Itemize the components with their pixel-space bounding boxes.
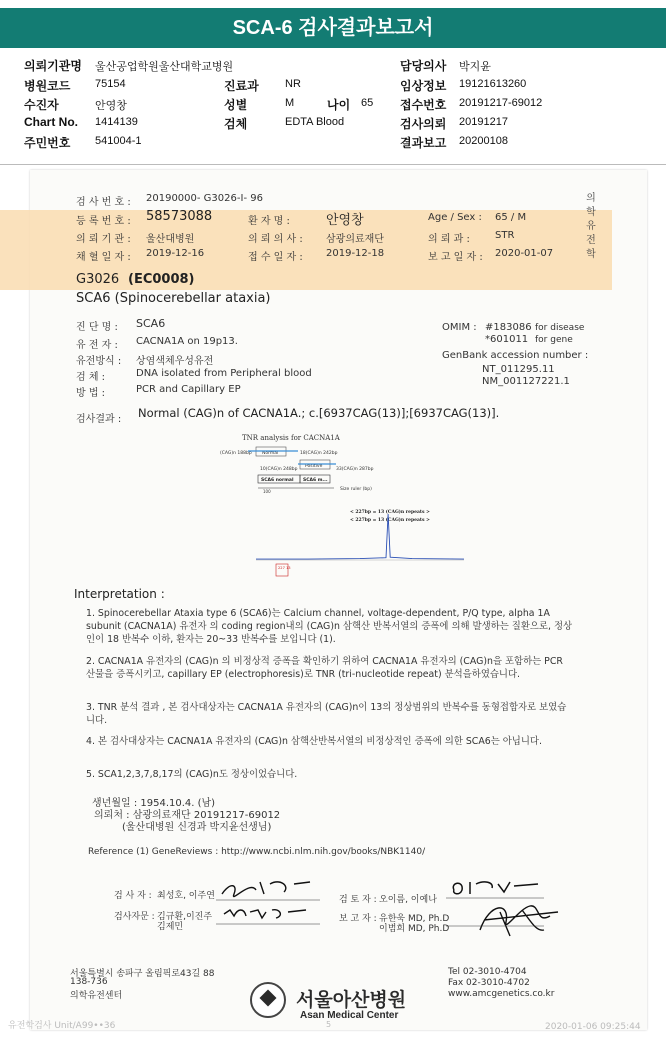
patient-name: 안영창 (326, 213, 364, 228)
req-doc: 삼광의료재단 (326, 234, 384, 245)
page-number: 5 (326, 1020, 332, 1029)
interp-title: Interpretation : (74, 587, 165, 601)
field-label-org: 의뢰기관명 (24, 59, 82, 73)
anno-cag-242: 18(CAG)n 242bp (300, 451, 338, 456)
ward: STR (495, 230, 515, 241)
field-label-specimen: 검체 (224, 117, 248, 131)
method-label: 방 법 : (76, 388, 106, 399)
reporter-label: 보 고 자 : (339, 914, 377, 924)
anno-cag-248: 10(CAG)n 248bp (260, 467, 298, 472)
collect-label: 채 혈 일 자 : (76, 252, 131, 263)
report-date: 2020-01-07 (495, 248, 554, 259)
field-label-age: 나이 (327, 98, 351, 112)
print-timestamp: 2020-01-06 09:25:44 (545, 1022, 641, 1032)
field-value-ssn: 541004-1 (95, 135, 142, 147)
field-value-specimen: EDTA Blood (285, 116, 345, 128)
field-value-patient: 안영창 (95, 100, 127, 112)
field-label-hospcode: 병원코드 (24, 79, 71, 93)
inherit-label: 유전방식 : (76, 356, 122, 367)
field-label-ssn: 주민번호 (24, 136, 71, 150)
anno-cag-188: (CAG)n 188bp (220, 451, 252, 456)
x-tick: 100 (263, 489, 271, 494)
specimen: DNA isolated from Peripheral blood (136, 368, 312, 379)
genbank-label: GenBank accession number : (442, 350, 589, 361)
field-label-dept: 진료과 (224, 79, 259, 93)
anno-sca6-m: SCA6 m... (303, 478, 328, 483)
field-label-chart: Chart No. (24, 115, 78, 129)
manager-label: 검사자문 : (114, 912, 155, 922)
genbank1: NT_011295.11 (482, 364, 555, 375)
field-value-clinical: 19121613260 (459, 78, 527, 90)
field-value-request: 20191217 (459, 116, 508, 128)
signature-manager (224, 910, 306, 918)
report-title: SCA-6 검사결과보고서 (232, 17, 434, 39)
fax: Fax 02-3010-4702 (448, 978, 530, 988)
field-label-clinical: 임상정보 (400, 79, 447, 93)
interp-item-3: 3. TNR 분석 결과 , 본 검사대상자는 CACNA1A 유전자의 (CAG)n이 13의 정상범위의 반복수를 동형접합자로 보였습니다. (86, 702, 567, 726)
exam-no-label: 검 사 번 호 : (76, 197, 131, 208)
signature-reporter (480, 906, 558, 936)
diag: SCA6 (136, 317, 166, 330)
address-line-3: 의학유전센터 (70, 991, 123, 1001)
result-label: 검사결과 : (76, 414, 122, 425)
report-date-label: 보 고 일 자 : (428, 252, 483, 263)
specimen-label: 검 체 : (76, 372, 106, 383)
interp-item-5: 5. SCA1,2,3,7,8,17의 (CAG)n도 정상이었습니다. (86, 769, 298, 780)
exam-no: 20190000- G3026-I- 96 (146, 193, 263, 204)
anno-repeat-1: < 227bp = 13 (CAG)n repeats > (350, 510, 430, 515)
reviewer: 오이름, 이예나 (379, 895, 437, 905)
field-label-request: 검사의뢰 (400, 117, 447, 131)
age-sex-label: Age / Sex : (428, 212, 482, 223)
gene: CACNA1A on 19p13. (136, 336, 238, 347)
anno-sca6-normal: SCA6 normal (261, 478, 294, 483)
test-name: SCA6 (Spinocerebellar ataxia) (76, 291, 271, 306)
result: Normal (CAG)n of CACNA1A.; c.[6937CAG(13)];[6937CAG(13)]. (138, 406, 500, 420)
receive-date: 2019-12-18 (326, 248, 385, 259)
anno-repeat-2: < 227bp = 13 (CAG)n repeats > (350, 518, 430, 523)
omim2-desc: for gene (535, 335, 573, 345)
field-label-report: 결과보고 (400, 136, 447, 150)
field-label-doctor: 담당의사 (400, 59, 447, 73)
reg-no: 58573088 (146, 209, 213, 224)
examiner: 최성호, 이주연 (157, 891, 215, 901)
test-code: G3026 (76, 272, 120, 287)
ward-label: 의 뢰 과 : (428, 234, 470, 245)
field-value-accession: 20191217-69012 (459, 97, 543, 109)
inherit: 상염색체우성유전 (136, 356, 214, 367)
omim2: *601011 (485, 334, 529, 345)
anno-cag-287: 33(CAG)n 287bp (336, 467, 374, 472)
interp-item-4: 4. 본 검사대상자는 CACNA1A 유전자의 (CAG)n 삼핵산반복서열의 비정상적인 증폭에 의한 SCA6는 아닙니다. (86, 736, 542, 747)
field-label-sex: 성별 (224, 98, 248, 112)
tel: Tel 02-3010-4704 (448, 967, 527, 977)
interp-item-1: 1. Spinocerebellar Ataxia type 6 (SCA6)는 Calcium channel, voltage-dependent, P/Q type, alpha 1A subunit (CACNA1A) 유전자 의 coding region내의 (CAG)n 삼핵산 반복서열의 증폭에 의해 발생하는 질환으로, 정상인이 18 반복수 이하, 환자는 20~33 반복수를 보입니다 (1). (86, 608, 573, 645)
side-label: 의학유전학 (586, 193, 596, 260)
req-doc-label: 의 뢰 의 사 : (248, 234, 303, 245)
field-value-org: 울산공업학원울산대학교병원 (95, 61, 234, 73)
handwritten-signatures-right (440, 872, 570, 942)
reg-no-label: 등 록 번 호 : (76, 216, 131, 227)
field-value-age: 65 (361, 97, 374, 109)
req-org-label: 의 뢰 기 관 : (76, 234, 131, 245)
anno-normal: Normal (262, 451, 279, 456)
reporter1: 유한욱 MD, Ph.D (379, 914, 450, 924)
signature-reviewer (453, 882, 538, 894)
test-code2: (EC0008) (128, 272, 195, 287)
field-value-sex: M (285, 97, 295, 109)
field-value-chart: 1414139 (95, 116, 138, 128)
anno-positive: Positive (305, 464, 323, 469)
hospital-doctor: (울산대병원 신경과 박지윤선생님) (122, 822, 272, 833)
handwritten-signatures-left (210, 872, 325, 932)
field-label-patient: 수진자 (24, 98, 59, 112)
hospital-name-en: Asan Medical Center (300, 1010, 399, 1021)
manager2: 김제민 (157, 922, 184, 932)
birth-date: 생년월일 : 1954.10.4. (남) (92, 798, 216, 809)
patient-label: 환 자 명 : (248, 216, 290, 227)
omim1-desc: for disease (535, 323, 585, 333)
field-value-dept: NR (285, 78, 301, 90)
collect-date: 2019-12-16 (146, 248, 205, 259)
manager1: 김규환,이진주 (157, 912, 213, 922)
req-org: 울산대병원 (146, 234, 195, 245)
reviewer-label: 검 토 자 : (339, 895, 377, 905)
signature-examiner (222, 882, 310, 897)
hospital-name-kr: 서울아산병원 (296, 989, 407, 1011)
interp-item-2: 2. CACNA1A 유전자의 (CAG)n 의 비정상적 증폭을 확인하기 위하여 CACNA1A 유전자의 (CAG)n을 포함하는 PCR 산물을 증폭시키고, capillary EP (electrophoresis)로 TNR (tri-nucleotide repeat) 분석을하였습니다. (86, 656, 563, 680)
address-line-2: 138-736 (70, 977, 108, 987)
bottom-left-id: 유전학검사 Unit/A99••36 (8, 1021, 116, 1031)
field-value-report: 20200108 (459, 135, 508, 147)
receive-label: 접 수 일 자 : (248, 252, 303, 263)
diag-label: 진 단 명 : (76, 322, 118, 333)
address-line-1: 서울특별시 송파구 올림픽로43길 88 (70, 969, 215, 979)
field-label-accession: 접수번호 (400, 98, 447, 112)
chart-title: TNR analysis for CACNA1A (242, 434, 340, 442)
omim1: #183086 (485, 322, 532, 333)
examiner-label: 검 사 자 : (114, 891, 152, 901)
requester: 의뢰처 : 삼광의료재단 20191217-69012 (94, 810, 281, 821)
field-value-hospcode: 75154 (95, 78, 126, 90)
field-value-doctor: 박지윤 (459, 61, 491, 73)
genbank2: NM_001127221.1 (482, 376, 570, 387)
omim-label: OMIM : (442, 322, 477, 333)
age-sex: 65 / M (495, 212, 527, 223)
method: PCR and Capillary EP (136, 384, 241, 395)
website: www.amcgenetics.co.kr (448, 989, 555, 999)
reporter2: 이범희 MD, Ph.D (379, 924, 450, 934)
reference: Reference (1) GeneReviews : http://www.ncbi.nlm.nih.gov/books/NBK1140/ (88, 847, 426, 857)
peak-label: 227 13 (278, 566, 291, 570)
header-divider (0, 164, 666, 165)
gene-label: 유 전 자 : (76, 340, 118, 351)
anno-size-ruler: Size ruler (bp) (340, 487, 372, 492)
tnr-chart (218, 430, 468, 580)
